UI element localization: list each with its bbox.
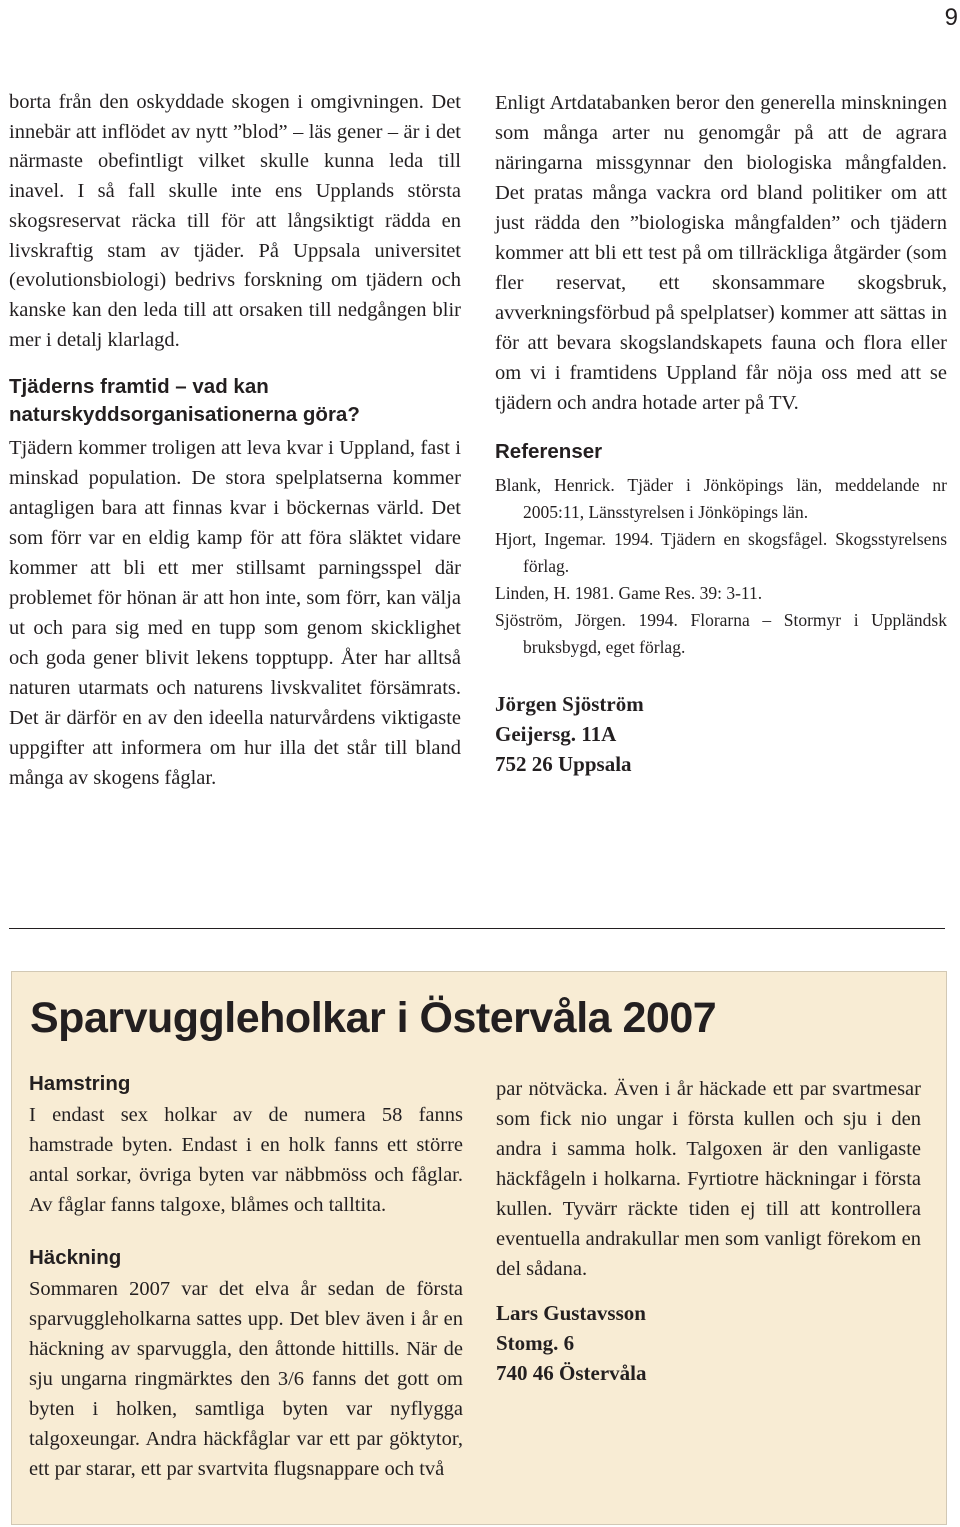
author-signature	[495, 689, 947, 779]
reference-item: Hjort, Ingemar. 1994. Tjädern en skogsfågel. Skogsstyrelsens förlag.	[495, 529, 947, 576]
references-list	[495, 472, 947, 661]
box-paragraph-2-part-2: par nötväcka. Även i år häckade ett par svartmesar som fick nio ungar i första kullen och sju i den andra i samma holk. Talgoxen är den vanligaste häckfågeln i holkarna. Fyrtiotre häckningar i första kullen. Tyvärr räckte tiden ej till att kontrollera eventuella andrakullar men som vanligt förekom en del sådana.	[496, 1078, 921, 1280]
author-city: 752 26 Uppsala	[495, 752, 632, 776]
box-left-column	[29, 1070, 463, 1484]
horizontal-divider	[9, 928, 945, 929]
sidebar-box	[11, 971, 947, 1525]
right-paragraph-1: Enligt Artdatabanken beror den generella minskningen som många arter nu genomgår på att de agrara näringarna missgynnar den biologiska mångfalden. Det pratas många vackra ord bland politiker om att just rädda den ”biologiska mångfalden” och tjädern kommer att bli ett test på om tillräckliga åtgärder (som fler reservat, ett skonsammare skogsbruk, avverkningsförbud på spelplatser) kommer att sättas in för att bevara skogslandskapets fauna och flora eller om vi i framtidens Uppland får nöja oss med att se tjädern och andra hotade arter på TV.	[495, 92, 947, 414]
author-street: Geijersg. 11A	[495, 722, 617, 746]
reference-item: Linden, H. 1981. Game Res. 39: 3-11.	[495, 583, 763, 603]
box-paragraph-1: I endast sex holkar av de numera 58 fanns hamstrade byten. Endast i en holk fanns ett större antal sorkar, övriga byten var näbbmöss och fåglar. Av fåglar fanns talgoxe, blåmes och talltita.	[29, 1104, 463, 1216]
left-paragraph-1: borta från den oskyddade skogen i omgivningen. Det innebär att inflödet av nytt ”blod” – läs gener – är i det närmaste obefintligt vilket skulle kunna leda till inavel. I så fall skulle inte ens Upplands största skogsreservat räcka till för att långsiktigt rädda en livskraftig stam av tjäder. På Uppsala universitet (evolutionsbiologi) bedrivs forskning om tjädern och kanske kan den leda till att orsaken till nedgången blir mer i detalj klarlagd.	[9, 91, 461, 351]
box-author-city: 740 46 Östervåla	[496, 1361, 647, 1385]
box-right-column	[496, 1074, 921, 1388]
references-heading: Referenser	[495, 440, 603, 463]
box-title: Sparvuggleholkar i Östervåla 2007	[30, 994, 717, 1042]
author-name: Jörgen Sjöström	[495, 692, 644, 716]
section-heading-future: Tjäderns framtid – vad kan naturskyddsorganisationerna göra?	[9, 375, 360, 427]
left-column	[9, 88, 461, 793]
right-column	[495, 88, 947, 779]
box-heading-hamstring: Hamstring	[29, 1072, 131, 1095]
box-author-street: Stomg. 6	[496, 1331, 575, 1355]
page-number: 9	[944, 4, 958, 31]
box-paragraph-2-part-1: Sommaren 2007 var det elva år sedan de första sparvuggleholkarna sattes upp. Det blev även i år en häckning av sparvuggla, den åttonde hittills. När de sju ungarna ringmärktes den 3/6 fanns det gott om byten i holken, samtliga byten var nyflygga talgoxeungar. Andra häckfåglar var ett par göktytor, ett par starar, ett par svartvita flugsnappare och två	[29, 1278, 463, 1480]
box-author-name: Lars Gustavsson	[496, 1301, 646, 1325]
box-heading-hackning: Häckning	[29, 1246, 122, 1269]
reference-item: Sjöström, Jörgen. 1994. Florarna – Stormyr i Uppländsk bruksbygd, eget förlag.	[495, 610, 947, 657]
reference-item: Blank, Henrick. Tjäder i Jönköpings län, meddelande nr 2005:11, Länsstyrelsen i Jönköpings län.	[495, 475, 947, 522]
box-author-signature	[496, 1298, 921, 1388]
left-paragraph-2: Tjädern kommer troligen att leva kvar i Uppland, fast i minskad population. De stora spelplatserna kommer antagligen bara att finnas kvar i böckernas värld. Det som förr var en eldig kamp för att föra släktet vidare kommer att bli ett mer stillsamt parningsspel där problemet för hönan är att hon inte, som förr, kan välja ut och para sig med en tupp som genom skicklighet och goda gener blivit lekens topptupp. Åter har alltså naturen utarmats och naturens livskvalitet försämrats. Det är därför en av den ideella naturvårdens viktigaste uppgifter att informera om hur illa det står till bland många av skogens fåglar.	[9, 437, 461, 790]
